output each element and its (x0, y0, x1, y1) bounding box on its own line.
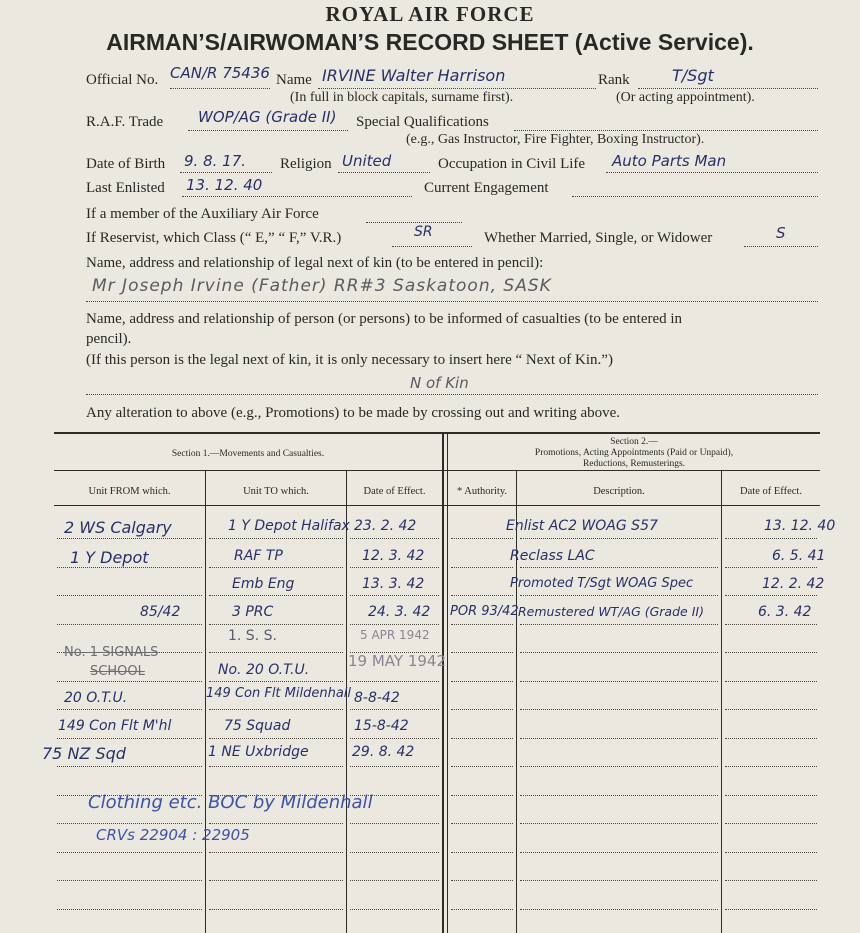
table-row-line (725, 766, 817, 767)
table-row-line (209, 538, 343, 539)
s1-row8-date: 8-8-42 (354, 690, 400, 706)
name-label: Name (276, 72, 312, 88)
table-row-line (451, 681, 513, 682)
col-divider-3 (516, 471, 517, 933)
trade-value: WOP/AG (Grade II) (198, 108, 337, 126)
table-row-line (725, 823, 817, 824)
table-row-line (57, 852, 202, 853)
table-row-line (57, 681, 202, 682)
auxiliary-label: If a member of the Auxiliary Air Force (86, 206, 319, 222)
col-unit-to: Unit TO which. (243, 486, 309, 497)
married-line (744, 246, 818, 247)
special-line (514, 130, 818, 131)
s2-row1-date: 13. 12. 40 (764, 518, 836, 534)
s1-note-line2: CRVs 22904 : 22905 (96, 826, 250, 844)
s1-row8-from: 20 O.T.U. (64, 690, 128, 706)
section2-title-3: Reductions, Remusterings. (582, 459, 686, 469)
col-date-effect-1: Date of Effect. (363, 486, 426, 497)
dob-label: Date of Birth (86, 156, 166, 172)
auxiliary-line (366, 222, 462, 223)
s1-row10-from: 75 NZ Sqd (42, 744, 126, 763)
table-row-line (725, 538, 817, 539)
table-row-line (520, 795, 718, 796)
table-row-line (520, 567, 718, 568)
s1-row3-to: Emb Eng (232, 576, 295, 592)
rank-value: T/Sgt (672, 66, 714, 85)
table-row-line (725, 652, 817, 653)
header-line2: AIRMAN’S/AIRWOMAN’S RECORD SHEET (Active Service). (106, 29, 754, 55)
s1-row10-to: 1 NE Uxbridge (208, 744, 309, 760)
table-row-line (520, 652, 718, 653)
table-row-line (209, 909, 343, 910)
dob-value: 9. 8. 17. (184, 152, 247, 170)
table-row-line (350, 766, 439, 767)
reservist-value: SR (414, 224, 433, 240)
table-row-line (350, 880, 439, 881)
s1-row6-to: No. 20 O.T.U. (218, 662, 310, 678)
s1-row9-date: 15-8-42 (354, 718, 409, 734)
s1-row10-date: 29. 8. 42 (352, 744, 415, 760)
table-row-line (350, 738, 439, 739)
rank-line (638, 88, 818, 89)
section-divider-b (447, 434, 448, 933)
table-row-line (350, 709, 439, 710)
table-row-line (520, 823, 718, 824)
col-divider-4 (721, 471, 722, 933)
married-label: Whether Married, Single, or Widower (484, 230, 713, 246)
section2-title-2: Promotions, Acting Appointments (Paid or Unpaid), (534, 448, 734, 458)
table-row-line (209, 709, 343, 710)
col-description: Description. (593, 486, 645, 497)
table-row-line (350, 681, 439, 682)
table-row-line (520, 909, 718, 910)
table-row-line (57, 766, 202, 767)
table-row-line (451, 738, 513, 739)
religion-label: Religion (280, 156, 332, 172)
reservist-label: If Reservist, which Class (“ E,” “ F,” V.R.) (86, 230, 342, 246)
table-row-line (57, 567, 202, 568)
official-no-value: CAN/R 75436 (170, 64, 270, 82)
rank-hint: (Or acting appointment). (616, 90, 755, 105)
s1-row4-date: 24. 3. 42 (368, 604, 431, 620)
occupation-value: Auto Parts Man (612, 152, 727, 170)
section2-title-1: Section 2.— (610, 437, 658, 447)
table-row-line (350, 852, 439, 853)
s1-row2-from: 1 Y Depot (70, 548, 149, 567)
s2-row4-auth: POR 93/42 (450, 604, 519, 619)
s2-row2-date: 6. 5. 41 (772, 548, 826, 564)
table-row-line (520, 738, 718, 739)
table-row-line (57, 709, 202, 710)
s2-row4-desc: Remustered WT/AG (Grade II) (518, 604, 704, 619)
table-row-line (451, 624, 513, 625)
table-row-line (350, 909, 439, 910)
table-row-line (57, 624, 202, 625)
religion-line (338, 172, 430, 173)
table-row-line (520, 709, 718, 710)
table-row-line (725, 880, 817, 881)
table-row-line (57, 909, 202, 910)
table-row-line (57, 738, 202, 739)
reservist-line (392, 246, 472, 247)
enlisted-label: Last Enlisted (86, 180, 165, 196)
casualty-label-3: (If this person is the legal next of kin, it is only necessary to insert here “ Next of Kin.”) (86, 352, 613, 368)
table-row-line (57, 880, 202, 881)
table-row-line (725, 567, 817, 568)
s1-row6-from: No. 1 SIGNALS (64, 645, 159, 660)
s1-row4-from: 85/42 (140, 604, 181, 620)
table-row-line (451, 567, 513, 568)
section-header-rule (54, 470, 820, 471)
header-line1: ROYAL AIR FORCE (325, 2, 535, 26)
alteration-label: Any alteration to above (e.g., Promotions) to be made by crossing out and writing above. (86, 405, 621, 421)
col-authority: * Authority. (456, 486, 508, 497)
table-row-line (209, 852, 343, 853)
section-divider-a (442, 434, 444, 933)
name-line (318, 88, 596, 89)
table-row-line (520, 852, 718, 853)
table-row-line (209, 681, 343, 682)
table-row-line (451, 823, 513, 824)
table-row-line (725, 738, 817, 739)
table-row-line (520, 538, 718, 539)
engagement-line (572, 196, 818, 197)
kin-line (86, 301, 818, 302)
table-row-line (725, 795, 817, 796)
table-row-line (520, 880, 718, 881)
table-row-line (350, 595, 439, 596)
engagement-label: Current Engagement (424, 180, 549, 196)
table-row-line (57, 538, 202, 539)
column-header-rule (54, 505, 820, 506)
table-row-line (725, 595, 817, 596)
s2-row3-date: 12. 2. 42 (762, 576, 825, 592)
trade-line (188, 130, 348, 131)
table-row-line (725, 909, 817, 910)
s1-row4-to: 3 PRC (232, 604, 274, 620)
s1-row1-from: 2 WS Calgary (64, 518, 172, 537)
col-divider-2 (346, 471, 347, 933)
table-row-line (350, 538, 439, 539)
occupation-label: Occupation in Civil Life (438, 156, 586, 172)
s2-row3-desc: Promoted T/Sgt WOAG Spec (510, 576, 694, 591)
s1-row2-date: 12. 3. 42 (362, 548, 425, 564)
name-hint: (In full in block capitals, surname first). (290, 90, 514, 105)
table-row-line (520, 595, 718, 596)
table-row-line (520, 766, 718, 767)
table-row-line (209, 823, 343, 824)
table-row-line (209, 567, 343, 568)
s1-row5-to: 1. S. S. (228, 628, 277, 644)
table-row-line (451, 852, 513, 853)
casualty-value: N of Kin (410, 374, 469, 392)
s1-row9-to: 75 Squad (224, 718, 291, 734)
s1-row9-from: 149 Con Flt M'hl (58, 718, 172, 734)
table-row-line (451, 766, 513, 767)
trade-label: R.A.F. Trade (86, 114, 164, 130)
table-row-line (57, 595, 202, 596)
table-top-rule (54, 432, 820, 434)
table-row-line (209, 652, 343, 653)
table-row-line (725, 624, 817, 625)
s1-row7-from: SCHOOL (90, 664, 145, 679)
s1-row1-date: 23. 2. 42 (354, 518, 417, 534)
s2-row2-desc: Reclass LAC (510, 548, 595, 564)
casualty-label-1: Name, address and relationship of person (or persons) to be informed of casualties (to be entered in (86, 311, 683, 327)
s1-row6-date: 19 MAY 1942 (348, 652, 446, 670)
table-row-line (520, 681, 718, 682)
kin-value: Mr Joseph Irvine (Father) RR#3 Saskatoon, SASK (92, 276, 552, 296)
occupation-line (606, 172, 818, 173)
table-row-line (725, 852, 817, 853)
s1-note-line1: Clothing etc. BOC by Mildenhall (88, 792, 373, 813)
s1-row8-to: 149 Con Flt Mildenhall (206, 686, 352, 701)
kin-label: Name, address and relationship of legal next of kin (to be entered in pencil): (86, 255, 544, 271)
s1-row2-to: RAF TP (234, 548, 283, 564)
married-value: S (776, 224, 786, 242)
official-no-line (170, 88, 270, 89)
table-row-line (209, 880, 343, 881)
table-row-line (350, 624, 439, 625)
official-no-label: Official No. (86, 72, 159, 88)
table-row-line (451, 538, 513, 539)
table-row-line (350, 823, 439, 824)
s1-row1-to: 1 Y Depot Halifax (228, 518, 350, 534)
s1-row5-date: 5 APR 1942 (360, 628, 430, 642)
section1-title: Section 1.—Movements and Casualties. (171, 449, 325, 459)
table-row-line (725, 681, 817, 682)
table-row-line (451, 795, 513, 796)
table-row-line (725, 709, 817, 710)
col-date-effect-2: Date of Effect. (740, 486, 802, 497)
religion-value: United (342, 152, 392, 170)
enlisted-value: 13. 12. 40 (186, 176, 263, 194)
special-label: Special Qualifications (356, 114, 489, 130)
table-row-line (451, 880, 513, 881)
table-row-line (209, 595, 343, 596)
table-row-line (209, 766, 343, 767)
enlisted-line (182, 196, 412, 197)
table-row-line (350, 567, 439, 568)
dob-line (180, 172, 272, 173)
s2-row1-desc: Enlist AC2 WOAG S57 (506, 518, 658, 534)
table-row-line (451, 909, 513, 910)
table-row-line (520, 624, 718, 625)
casualty-label-2: pencil). (86, 331, 132, 347)
table-row-line (451, 709, 513, 710)
s2-row4-date: 6. 3. 42 (758, 604, 812, 620)
name-value: IRVINE Walter Harrison (322, 66, 506, 85)
table-row-line (57, 823, 202, 824)
col-unit-from: Unit FROM which. (88, 486, 171, 497)
casualty-line (86, 394, 818, 395)
table-row-line (451, 595, 513, 596)
table-row-line (209, 738, 343, 739)
col-divider-1 (205, 471, 206, 933)
rank-label: Rank (598, 72, 630, 88)
table-row-line (451, 652, 513, 653)
table-row-line (209, 624, 343, 625)
s1-row3-date: 13. 3. 42 (362, 576, 425, 592)
special-hint: (e.g., Gas Instructor, Fire Fighter, Boxing Instructor). (406, 132, 705, 147)
